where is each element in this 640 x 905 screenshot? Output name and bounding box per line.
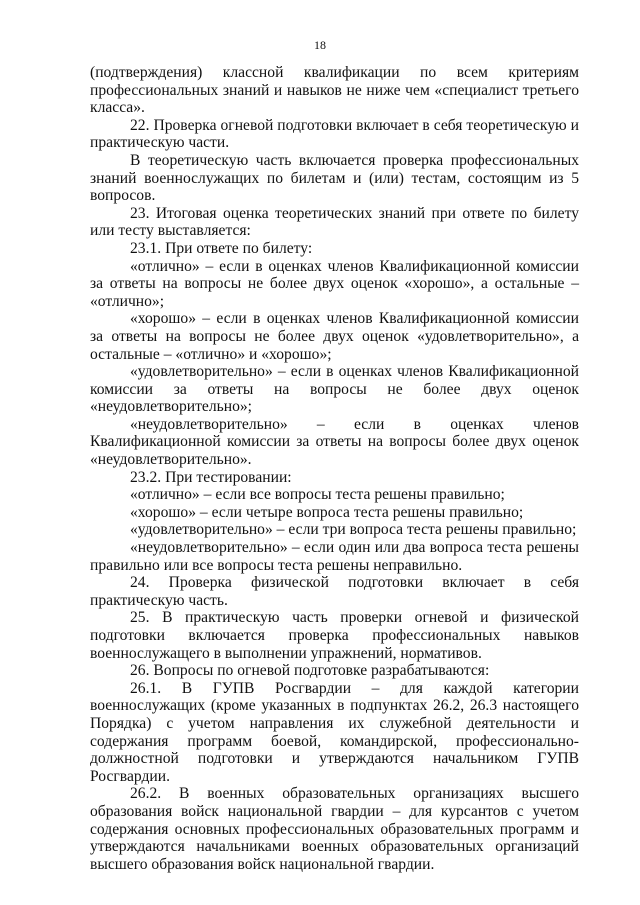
paragraph: «отлично» – если в оценках членов Квалификационной комиссии за ответы на вопросы не более двух оценок «хорошо», а остальные – «отлично»; [90, 257, 579, 310]
paragraph: 23.1. При ответе по билету: [130, 239, 313, 257]
paragraph: «неудовлетворительно» – если в оценках членов Квалификационной комиссии за ответы на вопросы более двух оценок «неудовлетворительно». [90, 415, 579, 469]
paragraph: 23.2. При тестировании: [130, 468, 292, 486]
document-body [90, 64, 579, 873]
paragraph: «отлично» – если все вопросы теста решены правильно; [130, 486, 505, 504]
paragraph: 26.1. В ГУПВ Росгвардии – для каждой категории военнослужащих (кроме указанных в подпунктах 26.2, 26.3 настоящего Порядка) с учетом направления их служебной деятельности и содержания программ боевой, командирской, профессионально-должностной подготовки и утверждаются начальником ГУПВ Росгвардии. [90, 679, 579, 785]
paragraph: 22. Проверка огневой подготовки включает в себя теоретическую и практическую части. [90, 116, 579, 152]
paragraph: 25. В практическую часть проверки огневой и физической подготовки включается проверка профессиональных навыков военнослужащего в выполнении упражнений, нормативов. [90, 609, 579, 662]
paragraph: «хорошо» – если четыре вопроса теста решены правильно; [130, 503, 524, 521]
paragraph: «удовлетворительно» – если три вопроса теста решены правильно; [130, 521, 577, 539]
page-number: 18 [314, 38, 326, 52]
paragraph: 23. Итоговая оценка теоретических знаний при ответе по билету или тесту выставляется: [90, 204, 579, 240]
paragraph: (подтверждения) классной квалификации по всем критериям профессиональных знаний и навыков не ниже чем «специалист третьего класса». [90, 64, 579, 117]
paragraph: 26. Вопросы по огневой подготовке разрабатываются: [130, 662, 490, 680]
paragraph: «хорошо» – если в оценках членов Квалификационной комиссии за ответы на вопросы не более двух оценок «удовлетворительно», а остальные – «отлично» и «хорошо»; [90, 310, 579, 363]
paragraph: 26.2. В военных образовательных организациях высшего образования войск национальной гвардии – для курсантов с учетом содержания основных профессиональных образовательных программ и утверждаются начальниками военных образовательных организаций высшего образования войск национальной гвардии. [90, 785, 579, 873]
paragraph: «удовлетворительно» – если в оценках членов Квалификационной комиссии за ответы на вопросы не более двух оценок «неудовлетворительно»; [90, 363, 579, 416]
paragraph: 24. Проверка физической подготовки включает в себя практическую часть. [90, 574, 579, 609]
paragraph: «неудовлетворительно» – если один или два вопроса теста решены правильно или все вопросы теста решены неправильно. [90, 539, 579, 574]
paragraph: В теоретическую часть включается проверка профессиональных знаний военнослужащих по билетам и (или) тестам, состоящим из 5 вопросов. [90, 151, 579, 205]
